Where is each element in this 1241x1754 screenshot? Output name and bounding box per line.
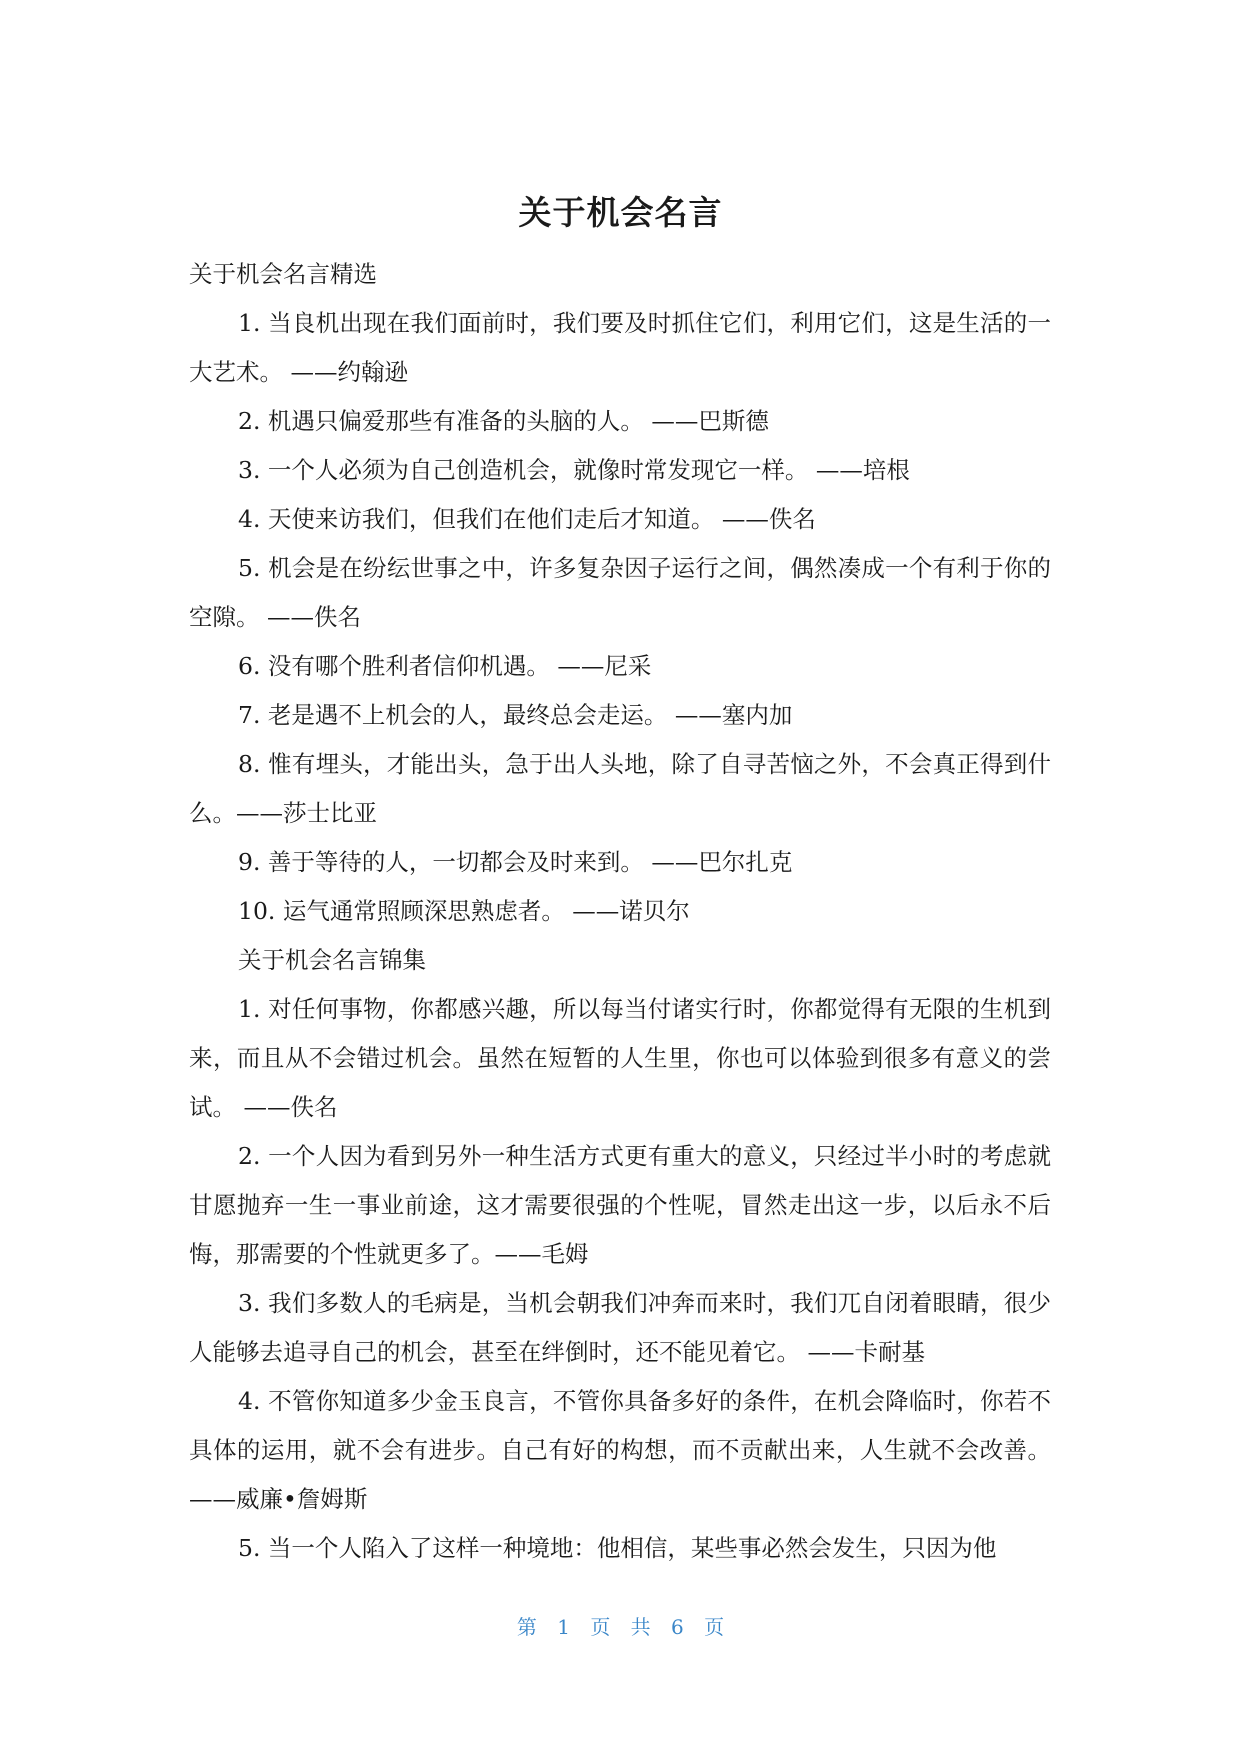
quote-item: 1. 当良机出现在我们面前时，我们要及时抓住它们，利用它们，这是生活的一大艺术。 ——约翰逊 bbox=[189, 309, 1051, 386]
page-title: 关于机会名言 bbox=[518, 193, 723, 232]
quote-item: 2. 机遇只偏爱那些有准备的头脑的人。 ——巴斯德 bbox=[238, 407, 769, 435]
footer-suffix: 页 bbox=[704, 1615, 725, 1639]
quote-item: 5. 当一个人陷入了这样一种境地：他相信，某些事必然会发生，只因为他 bbox=[238, 1534, 997, 1562]
quote-item: 9. 善于等待的人，一切都会及时来到。 ——巴尔扎克 bbox=[238, 848, 793, 876]
section-heading-2: 关于机会名言锦集 bbox=[238, 946, 426, 974]
quote-item: 3. 我们多数人的毛病是，当机会朝我们冲奔而来时，我们兀自闭着眼睛，很少人能够去追寻自己的机会，甚至在绊倒时，还不能见着它。 ——卡耐基 bbox=[189, 1289, 1051, 1366]
quote-item: 4. 不管你知道多少金玉良言，不管你具备多好的条件，在机会降临时，你若不具体的运用，就不会有进步。自己有好的构想，而不贡献出来，人生就不会改善。——威廉•詹姆斯 bbox=[189, 1387, 1051, 1513]
quote-item: 2. 一个人因为看到另外一种生活方式更有重大的意义，只经过半小时的考虑就甘愿抛弃一生一事业前途，这才需要很强的个性呢，冒然走出这一步，以后永不后悔，那需要的个性就更多了。——毛姆 bbox=[189, 1142, 1051, 1268]
footer-mid: 页 共 bbox=[590, 1615, 651, 1639]
quote-item: 6. 没有哪个胜利者信仰机遇。 ——尼采 bbox=[238, 652, 652, 680]
quote-item: 4. 天使来访我们，但我们在他们走后才知道。 ——佚名 bbox=[238, 505, 816, 533]
document-body bbox=[189, 250, 1051, 1573]
quote-item: 5. 机会是在纷纭世事之中，许多复杂因子运行之间，偶然凑成一个有利于你的空隙。 ——佚名 bbox=[189, 554, 1051, 631]
quote-item: 3. 一个人必须为自己创造机会，就像时常发现它一样。 ——培根 bbox=[238, 456, 910, 484]
page-footer bbox=[0, 1612, 1241, 1642]
footer-total-pages: 6 bbox=[671, 1615, 684, 1639]
section-heading-1: 关于机会名言精选 bbox=[189, 260, 377, 288]
quote-item: 7. 老是遇不上机会的人，最终总会走运。 ——塞内加 bbox=[238, 701, 793, 729]
quote-item: 1. 对任何事物，你都感兴趣，所以每当付诸实行时，你都觉得有无限的生机到来，而且从不会错过机会。虽然在短暂的人生里，你也可以体验到很多有意义的尝试。 ——佚名 bbox=[189, 995, 1051, 1121]
footer-prefix: 第 bbox=[516, 1615, 537, 1639]
quote-item: 10. 运气通常照顾深思熟虑者。 ——诺贝尔 bbox=[238, 897, 690, 925]
quote-item: 8. 惟有埋头，才能出头，急于出人头地，除了自寻苦恼之外，不会真正得到什么。——莎士比亚 bbox=[189, 750, 1051, 827]
footer-current-page: 1 bbox=[557, 1615, 570, 1639]
